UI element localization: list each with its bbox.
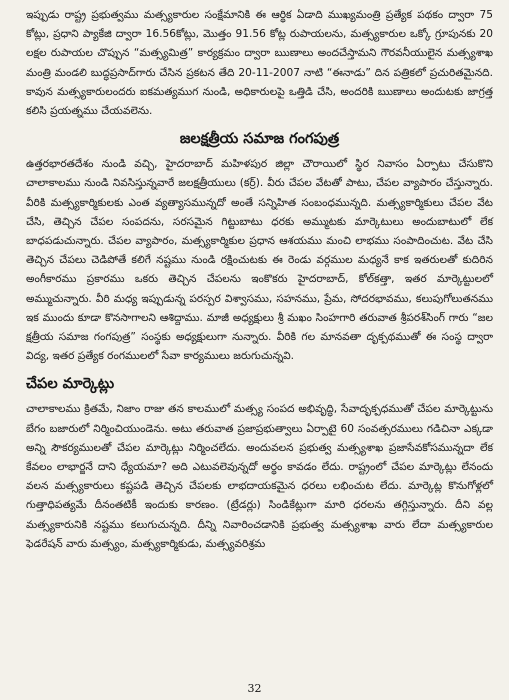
paragraph-fish-markets: చాలాకాలము క్రితమే, నిజాం రాజు తన కాలములో మత్స్య సంపద అభివృద్ధి, సేవాదృక్పధముతో చేపల మార్కెట్టును బేగం బజారులో నిర్మించియుండెను. అటు తరువాత ప్రజాప్రభుత్వాలు ఏర్పాటై 60 సంవత్సరములు గడిచినా ఎక్కడా అన్ని సౌకర్యములతో చేపల మార్కెట్లు నిర్మించలేదు. అందువలన ప్రభుత్వ మత్స్యశాఖ ప్రజాసేవకోసమున్నదా లేక కేవలం లాభార్జనే దాని ధ్యేయమా? అది ఎటువలెవున్నదో అర్థం కావడం లేదు. రాష్ట్రంలో చేపల మార్కెట్లు లేనందు వలన మత్స్యకారులు కష్టపడి తెచ్చిన చేపలకు లాభదాయకమైన ధరలు లభించుట లేదు. మార్కెట్ల కొనుగోళ్లలో గుత్తాధిపత్యమే దీనంతటికీ ఇందుకు కారణం. (ట్రేడర్లు) సిండికేట్లుగా మారి ధరలను తగ్గిస్తున్నారు. దీని వల్ల మత్స్యకారునికి నష్టము కలుగుచున్నది. దీన్ని నివారించడానికి ప్రభుత్వ మత్స్యశాఖ వారు లేదా మత్స్యకారుల ఫెడరేషన్ వారు మత్స్యం, మత్స్యకార్మికుడు, మత్స్యవరిశ్రమ (26, 403, 493, 550)
section-heading-fish-markets: చేపల మార్కెట్లు (26, 376, 115, 393)
section-heading-jalakshatriya: జలక్షత్రీయ సమాజ గంగపుత్ర (179, 131, 340, 148)
page-number: 32 (247, 682, 262, 695)
paragraph-jalakshatriya: ఉత్తరభారతదేశం నుండి వచ్చి, హైదరాబాద్ మహిళపుర జిల్లా చౌరాయిలో స్థిర నివాసం ఏర్పాటు చేసుకొని చాలాకాలము నుండి నివసిస్తున్నవారే జలక్షత్రీయులు (కర్ర్‌). వీరు చేపల వేటతో పాటు, చేపల వ్యాపారం చేస్తున్నారు. వీరికి మత్స్యకార్మికులకు ఎంత వ్యత్యాసమున్నదో అంతే సన్నిహిత సంబంధమున్నది. మత్స్యకార్మికులు చేపల వేట చేసి, తెచ్చిన చేపల సంపదను, సరసమైన గిట్టుబాటు ధరకు అమ్ముటకు మార్కెటులు అందుబాటులో లేక బాధపడుచున్నారు. చేపల వ్యాపారం, మత్స్యకార్మికుల ప్రధాన ఆశయము మంచి లాభము సంపాదించుట. వేట చేసి తెచ్చిన చేపలు చెడిపోతే కలిగే నష్టము నుండి రక్షించుటకు ఈ రెండు వర్గముల మధ్యనే కాక ఇతరులతో కుదిరిన అంగీకారము ప్రకారము ఒకరు తెచ్చిన చేపలను ఇంకొకరు హైదరాబాద్, కోల్‌కత్తా, ఇతర మార్కెట్టులలో అమ్ముచున్నారు. వీరి మధ్య ఇప్పుడున్న పరస్పర విశ్వాసము, సహనము, ప్రేమ, సోదరభావము, కలుపుగోలుతనము ఇక ముందు కూడా కొనసాగాలని ఆశిద్దాము. మాజీ అధ్యక్షులు శ్రీ మఖం సింహగారి తరువాత శ్రీపరశ్‌సింగ్ గారు “జల క్షత్రీయ సమాజ గంగపుత్ర” సంస్థకు అధ్యక్షులుగా నున్నారు. వీరికి గల మానవతా దృక్పథముతో ఈ సంస్థ ద్వారా విద్య, ఇతర ప్రత్యేక రంగములలో సేవా కార్యములు జరుగుచున్నవి. (26, 158, 493, 363)
paragraph-intro: ఇప్పుడు రాష్ట్ర ప్రభుత్వము మత్స్యకారుల సంక్షేమానికి ఈ ఆర్థిక ఏడాది ముఖ్యమంత్రి ప్రత్యేక పథకం ద్వారా 75 కోట్లు, ప్రధాని ప్యాకేజి ద్వారా 16.56కోట్లు, మొత్తం 91.56 కోట్ల రుపాయలను, మత్స్యకారుల ఒక్కో గ్రూపునకు 20 లక్షల రుపాయల చొప్పున “మత్స్యమిత్ర” కార్యక్రమం ద్వారా ఋణాలు అందచేస్తామని గౌరవనీయులైన మత్స్యశాఖ మంత్రి మండలి బుద్ధప్రసాద్‌గారు చేసిన ప్రకటన తేది 20-11-2007 నాటి “ఈనాడు” దిన పత్రికలో ప్రచురితమైనది. కావున మత్స్యకారులందరు ఐకమత్యముగ నుండి, అధికారులపై ఒత్తిడి చేసి, అందరికి ఋణాలు అందుటకు జాగ్రత్త కలిసి ప్రయత్నము చేయవలెను. (26, 9, 493, 118)
